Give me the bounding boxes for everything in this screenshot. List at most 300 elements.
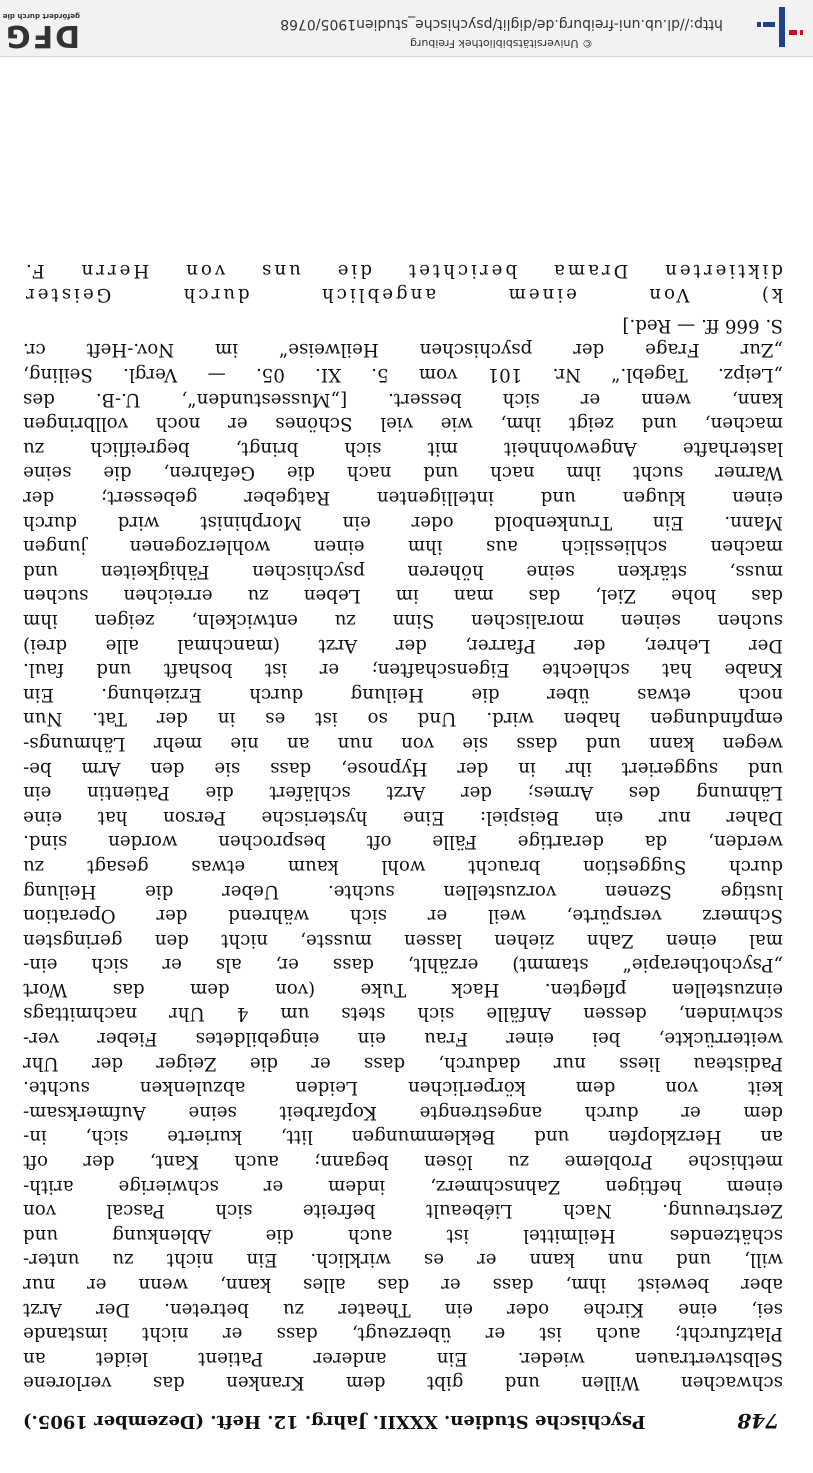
text-word: will, (744, 1249, 783, 1271)
text-line (23, 1370, 783, 1395)
text-word: verlorene (23, 1372, 112, 1394)
text-word: Ziel, (595, 585, 637, 607)
text-word: dem (575, 1077, 616, 1099)
text-word: die (334, 259, 372, 281)
text-word: Trunkenbold (494, 511, 613, 533)
text-word: Uhr (169, 1003, 205, 1025)
text-word: des (23, 388, 55, 410)
text-word: intelligenten (376, 487, 494, 509)
text-word: sie (214, 757, 241, 779)
text-word: hat (97, 806, 128, 828)
text-word: begreiflich (90, 437, 190, 459)
text-word: Heilung (350, 683, 424, 705)
text-word: von (183, 259, 226, 281)
text-word: sucht (633, 462, 684, 484)
text-word: psychischen (419, 339, 533, 361)
text-word: noch (738, 683, 783, 705)
text-word: von (401, 732, 434, 754)
text-word: das (751, 585, 783, 607)
text-word: Geister (23, 284, 112, 306)
text-word: und (504, 1372, 540, 1394)
text-word: den (154, 929, 189, 951)
text-word: machen (710, 536, 783, 558)
text-word: ein (23, 782, 52, 804)
text-word: die (205, 782, 234, 804)
text-word: auch (596, 1323, 641, 1345)
text-word: gesagt (87, 855, 149, 877)
text-word: diktierten (662, 259, 783, 281)
text-word: ihr (565, 757, 592, 779)
text-word: Nun (23, 708, 63, 730)
text-word: Eigenschaften; (371, 659, 510, 681)
text-word: den (150, 757, 185, 779)
text-word: dass (270, 757, 312, 779)
text-word: an (23, 1347, 46, 1369)
text-word: einem (505, 284, 577, 306)
text-word: sich (502, 388, 540, 410)
text-word: Gefahren, (163, 462, 255, 484)
text-word: Lehrer, (643, 634, 711, 656)
text-word: Tuke (360, 978, 407, 1000)
text-word: Operation (23, 905, 116, 927)
text-word: schlechte (541, 659, 630, 681)
text-line (23, 1296, 783, 1321)
text-word: seine (526, 560, 575, 582)
text-word: Kant, (149, 1151, 200, 1173)
text-word: ein- (23, 954, 58, 976)
text-word: be- (23, 757, 52, 779)
text-line (23, 484, 783, 509)
text-word: sich (349, 905, 387, 927)
text-word: XI. (315, 364, 342, 386)
dfg-logo-icon[interactable] (0, 12, 80, 53)
text-word: arith- (23, 1175, 74, 1197)
text-word: ihm, (500, 413, 542, 435)
text-line (23, 1271, 783, 1296)
text-word: seine (188, 1101, 237, 1123)
text-word: dass (363, 1052, 406, 1074)
text-word: verspürte, (566, 905, 662, 927)
text-word: litt, (280, 1126, 313, 1148)
text-word: er (681, 1101, 701, 1123)
text-word: Schönes (275, 413, 353, 435)
text-word: dass (332, 954, 374, 976)
text-word: Person (163, 806, 226, 828)
text-word: und (747, 757, 783, 779)
text-word: Tagebl.“ (611, 364, 688, 386)
text-word: sich (344, 437, 382, 459)
text-word: auch (347, 1224, 393, 1246)
text-word: viel (380, 413, 413, 435)
text-word: auch (234, 1151, 279, 1173)
text-line (23, 878, 783, 903)
text-word: wird. (486, 708, 534, 730)
text-word: vom (418, 364, 458, 386)
text-word: ist (264, 659, 288, 681)
text-word: Zahn (586, 929, 634, 951)
text-word: dass (492, 1274, 534, 1296)
text-word: mal (749, 929, 783, 951)
text-word: durch (23, 511, 78, 533)
text-word: dem (190, 978, 230, 1000)
text-word: vorzustellen (443, 880, 557, 902)
text-word: Platzfurcht; (674, 1323, 783, 1345)
text-word: kann, (731, 388, 783, 410)
text-word: Kirche (583, 1298, 645, 1320)
text-word: braucht (468, 855, 541, 877)
text-word: Padisteau (693, 1052, 783, 1074)
text-line (23, 1222, 783, 1247)
text-line (23, 730, 783, 755)
text-line (23, 681, 783, 706)
text-word: Ein (652, 511, 684, 533)
text-word: betreten. (164, 1298, 249, 1320)
text-word: die (145, 880, 174, 902)
text-word: klugen (622, 487, 686, 509)
footer-copyright: © Universitätsbibliothek Freiburg (410, 37, 593, 50)
text-word: „Psychotherapie“ (622, 954, 783, 976)
text-word: erreichen (123, 585, 213, 607)
text-word: sich (215, 1200, 253, 1222)
text-word: Fähigkeiten (100, 560, 210, 582)
text-word: einem (726, 1175, 783, 1197)
text-word: leidet (95, 1347, 148, 1369)
text-word: kann (649, 732, 695, 754)
text-word: 4 (236, 1003, 249, 1025)
text-line (23, 657, 783, 682)
text-line (23, 1050, 783, 1075)
text-word: stärken (617, 560, 687, 582)
text-word: Herzklopfen (608, 1126, 722, 1148)
text-word: dass (516, 732, 558, 754)
text-line (23, 1099, 783, 1124)
text-word: Beklemmungen (351, 1126, 496, 1148)
text-word: ein (444, 1298, 473, 1320)
text-word: nicht (141, 1323, 189, 1345)
text-word: erzählt, (407, 954, 479, 976)
text-word: Anfälle (486, 1003, 552, 1025)
text-word: Heilmittel (523, 1224, 616, 1246)
text-word: wirklich. (310, 1249, 391, 1271)
text-word: Leben (303, 585, 361, 607)
text-line (23, 1198, 783, 1223)
page-number: 748 (737, 1409, 779, 1433)
text-word: wie (440, 413, 473, 435)
text-word: k) (758, 284, 783, 306)
text-word: nur (23, 1274, 56, 1296)
text-word: bringt, (235, 437, 299, 459)
text-word: er (222, 1323, 243, 1345)
text-word: er (311, 1052, 331, 1074)
text-line (23, 558, 783, 583)
text-word: und (423, 462, 459, 484)
text-word: und (585, 732, 621, 754)
text-word: „Zur (740, 339, 783, 361)
text-word: oder (411, 511, 454, 533)
text-word: angeblich (319, 284, 437, 306)
text-word: musste, (300, 929, 372, 951)
text-word: imstande (23, 1323, 108, 1345)
text-word: der (83, 1151, 115, 1173)
text-word: Vergl. (123, 364, 178, 386)
text-word: sei, (751, 1298, 783, 1320)
text-word: kaum (287, 855, 339, 877)
text-word: des (628, 782, 661, 804)
text-word: man (453, 585, 494, 607)
text-word: keit (748, 1077, 783, 1099)
text-word: höheren (407, 560, 484, 582)
text-word: wieder. (517, 1347, 585, 1369)
text-word: hohe (671, 585, 717, 607)
text-word: mit (427, 437, 458, 459)
text-word: während (228, 905, 310, 927)
footer-bar (0, 0, 813, 57)
text-word: ihm, (565, 1274, 607, 1296)
text-line (23, 1075, 783, 1100)
text-word: Hypnose, (341, 757, 428, 779)
text-word: dessen (583, 1003, 647, 1025)
text-word: methische (688, 1151, 783, 1173)
text-word: Lähmungs- (23, 732, 126, 754)
text-word: (von (275, 978, 316, 1000)
text-word: einzustellen (671, 978, 783, 1000)
text-word: durch (249, 683, 304, 705)
text-word: weil (487, 905, 526, 927)
text-word: die (103, 462, 132, 484)
text-word: ihm (407, 536, 443, 558)
text-word: suchte. (327, 880, 395, 902)
text-word: seine (23, 462, 72, 484)
text-word: besprochen (218, 831, 326, 853)
text-word: er (228, 413, 248, 435)
text-word: uns (259, 259, 301, 281)
text-word: eingebildetes (195, 1028, 320, 1050)
text-word: lassen (404, 929, 462, 951)
text-word: das (112, 978, 145, 1000)
text-word: zu (247, 585, 269, 607)
text-word: der (156, 708, 188, 730)
text-line (23, 632, 783, 657)
text-word: an (286, 732, 310, 754)
text-word: seinen (620, 610, 681, 631)
dfg-logo-subtext: gefördert durch die (2, 12, 80, 20)
text-word: vollbringen (23, 413, 128, 435)
text-word: er (162, 954, 182, 976)
text-word: dadurch, (438, 1052, 521, 1074)
text-word: Hack (451, 978, 500, 1000)
text-word: eine (678, 1298, 718, 1320)
text-word: schwinden, (678, 1003, 783, 1025)
text-word: gibt (426, 1372, 464, 1394)
text-word: und (641, 413, 677, 435)
text-word: so (367, 708, 388, 730)
text-word: wegen (722, 732, 783, 754)
text-word: wohl (381, 855, 426, 877)
text-word: Kopfarbeit (279, 1101, 377, 1123)
text-line (23, 534, 783, 559)
text-word: dem (345, 1372, 386, 1394)
text-word: nach (490, 462, 535, 484)
text-word: noch (155, 413, 201, 435)
text-word: und (23, 1224, 59, 1246)
text-line (23, 1173, 783, 1198)
text-line (23, 1247, 783, 1272)
text-word: lösen (424, 1151, 473, 1173)
text-word: er (427, 905, 448, 927)
text-word: wenn (641, 388, 691, 410)
text-word: Selbstvertrauen (634, 1347, 783, 1369)
text-word: jungen (23, 536, 87, 558)
text-word: im (395, 585, 419, 607)
text-line (23, 337, 783, 362)
section-heading-continuation (23, 257, 783, 282)
text-word: empfindungen (650, 708, 783, 730)
text-word: Drama (551, 259, 629, 281)
text-word: Sinn (392, 610, 435, 631)
text-word: lustige (720, 880, 783, 902)
text-word: Morphinist (200, 511, 302, 533)
text-word: nie (230, 732, 259, 754)
text-word: Uhr (23, 1052, 59, 1074)
text-word: Probleme (564, 1151, 653, 1173)
text-word: haben (563, 708, 621, 730)
text-word: Arzt (318, 634, 358, 656)
text-word: angestrengte (419, 1101, 543, 1123)
text-line (23, 780, 783, 805)
text-word: ein (594, 806, 624, 828)
text-word: sich (91, 954, 129, 976)
text-word: nur (553, 1052, 586, 1074)
text-word: Schmerz (702, 905, 783, 927)
text-word: unter- (23, 1249, 80, 1271)
text-word: durch (729, 855, 783, 877)
text-word: ver- (23, 1028, 59, 1050)
text-word: Nov.-Heft (86, 339, 175, 361)
text-word: eine (23, 806, 63, 828)
text-word: einen (313, 536, 365, 558)
page-text (23, 257, 783, 1433)
running-title: Psychische Studien. XXXII. Jahrg. 12. Heft. (Dezember 1905.) (23, 1411, 646, 1432)
text-word: Angewohnheit (503, 437, 637, 459)
text-word: Zerstreuung. (662, 1200, 783, 1222)
text-line (23, 1148, 783, 1173)
text-word: Erziehung. (101, 683, 202, 705)
text-word: Ein (23, 683, 54, 705)
text-word: begann; (314, 1151, 389, 1173)
text-word: ist (446, 1224, 469, 1246)
text-word: der (91, 1052, 124, 1074)
text-line (23, 435, 783, 460)
text-line (23, 853, 783, 878)
text-word: das (528, 585, 561, 607)
text-word: er (87, 1274, 107, 1296)
text-word: ihm (566, 462, 602, 484)
text-word: die (286, 462, 316, 484)
text-line (23, 903, 783, 928)
text-word: geringsten (23, 929, 123, 951)
text-word: 05. (255, 364, 285, 386)
text-word: Liébeault (425, 1200, 513, 1222)
text-word: Aufmerksam- (23, 1101, 146, 1123)
text-word: kann (529, 1249, 575, 1271)
text-word: die (249, 1052, 279, 1074)
text-word: Kranken (226, 1372, 305, 1394)
text-word: [„Mussestunden“, (181, 388, 348, 410)
text-word: nur (658, 806, 691, 828)
text-word: der (156, 905, 188, 927)
text-word: nach (346, 462, 392, 484)
text-line (23, 755, 783, 780)
text-word: er (441, 1274, 461, 1296)
text-word: oft (23, 1151, 48, 1173)
text-word: Eine (402, 806, 445, 828)
text-word: suchen (23, 585, 89, 607)
text-line (23, 1124, 783, 1149)
text-word: Ein (246, 1249, 278, 1271)
text-word: ihm (23, 610, 58, 631)
text-word: entwickeln, (191, 610, 298, 631)
text-word: das (152, 1372, 185, 1394)
text-word: ein (342, 511, 371, 533)
text-word: etwas (637, 683, 692, 705)
text-word: der (395, 634, 427, 656)
text-word: oder (507, 1298, 550, 1320)
text-line (23, 1345, 783, 1370)
text-word: der (23, 487, 55, 509)
text-word: Leiden (295, 1077, 359, 1099)
text-word: suchte. (23, 1077, 90, 1099)
text-word: wohlerzogenen (129, 536, 271, 558)
text-word: über (546, 683, 590, 705)
text-word: ist (539, 1323, 562, 1345)
text-word: sie (462, 732, 489, 754)
text-word: faul. (23, 659, 64, 681)
text-word: schläfert (269, 782, 351, 804)
text-word: die (265, 1224, 294, 1246)
text-word: von (665, 1077, 699, 1099)
text-line (23, 1026, 783, 1051)
text-word: einen (666, 929, 717, 951)
text-word: im (214, 339, 239, 361)
text-word: in (217, 708, 236, 730)
text-word: Und (417, 708, 457, 730)
text-word: stammt) (512, 954, 589, 976)
text-word: schliesslich (561, 536, 668, 558)
text-word: Pascal (106, 1200, 165, 1222)
text-word: muss, (729, 560, 783, 582)
text-word: zu (23, 437, 45, 459)
text-word: worden (108, 831, 178, 853)
text-word: Tat. (92, 708, 127, 730)
text-word: das (377, 1274, 410, 1296)
text-word: Lähmung (696, 782, 783, 804)
text-word: Szenen (604, 880, 672, 902)
text-word: als (215, 954, 242, 976)
text-word: Frage (645, 339, 700, 361)
text-word: er (319, 659, 340, 681)
text-word: anderer (313, 1347, 387, 1369)
text-word: schwachen (680, 1372, 783, 1394)
text-line (23, 927, 783, 952)
text-word: der (574, 634, 606, 656)
text-word: Arzt (386, 782, 426, 804)
text-word: der (573, 339, 605, 361)
text-word: da (644, 831, 668, 853)
text-word: körperlichen (407, 1077, 526, 1099)
dfg-logo-mark: DFG (3, 18, 80, 53)
footer-url-link[interactable]: http://dl.ub.uni-freiburg.de/diglit/psychische_studien1905/0768 (280, 16, 723, 32)
text-word: ziehen (494, 929, 555, 951)
